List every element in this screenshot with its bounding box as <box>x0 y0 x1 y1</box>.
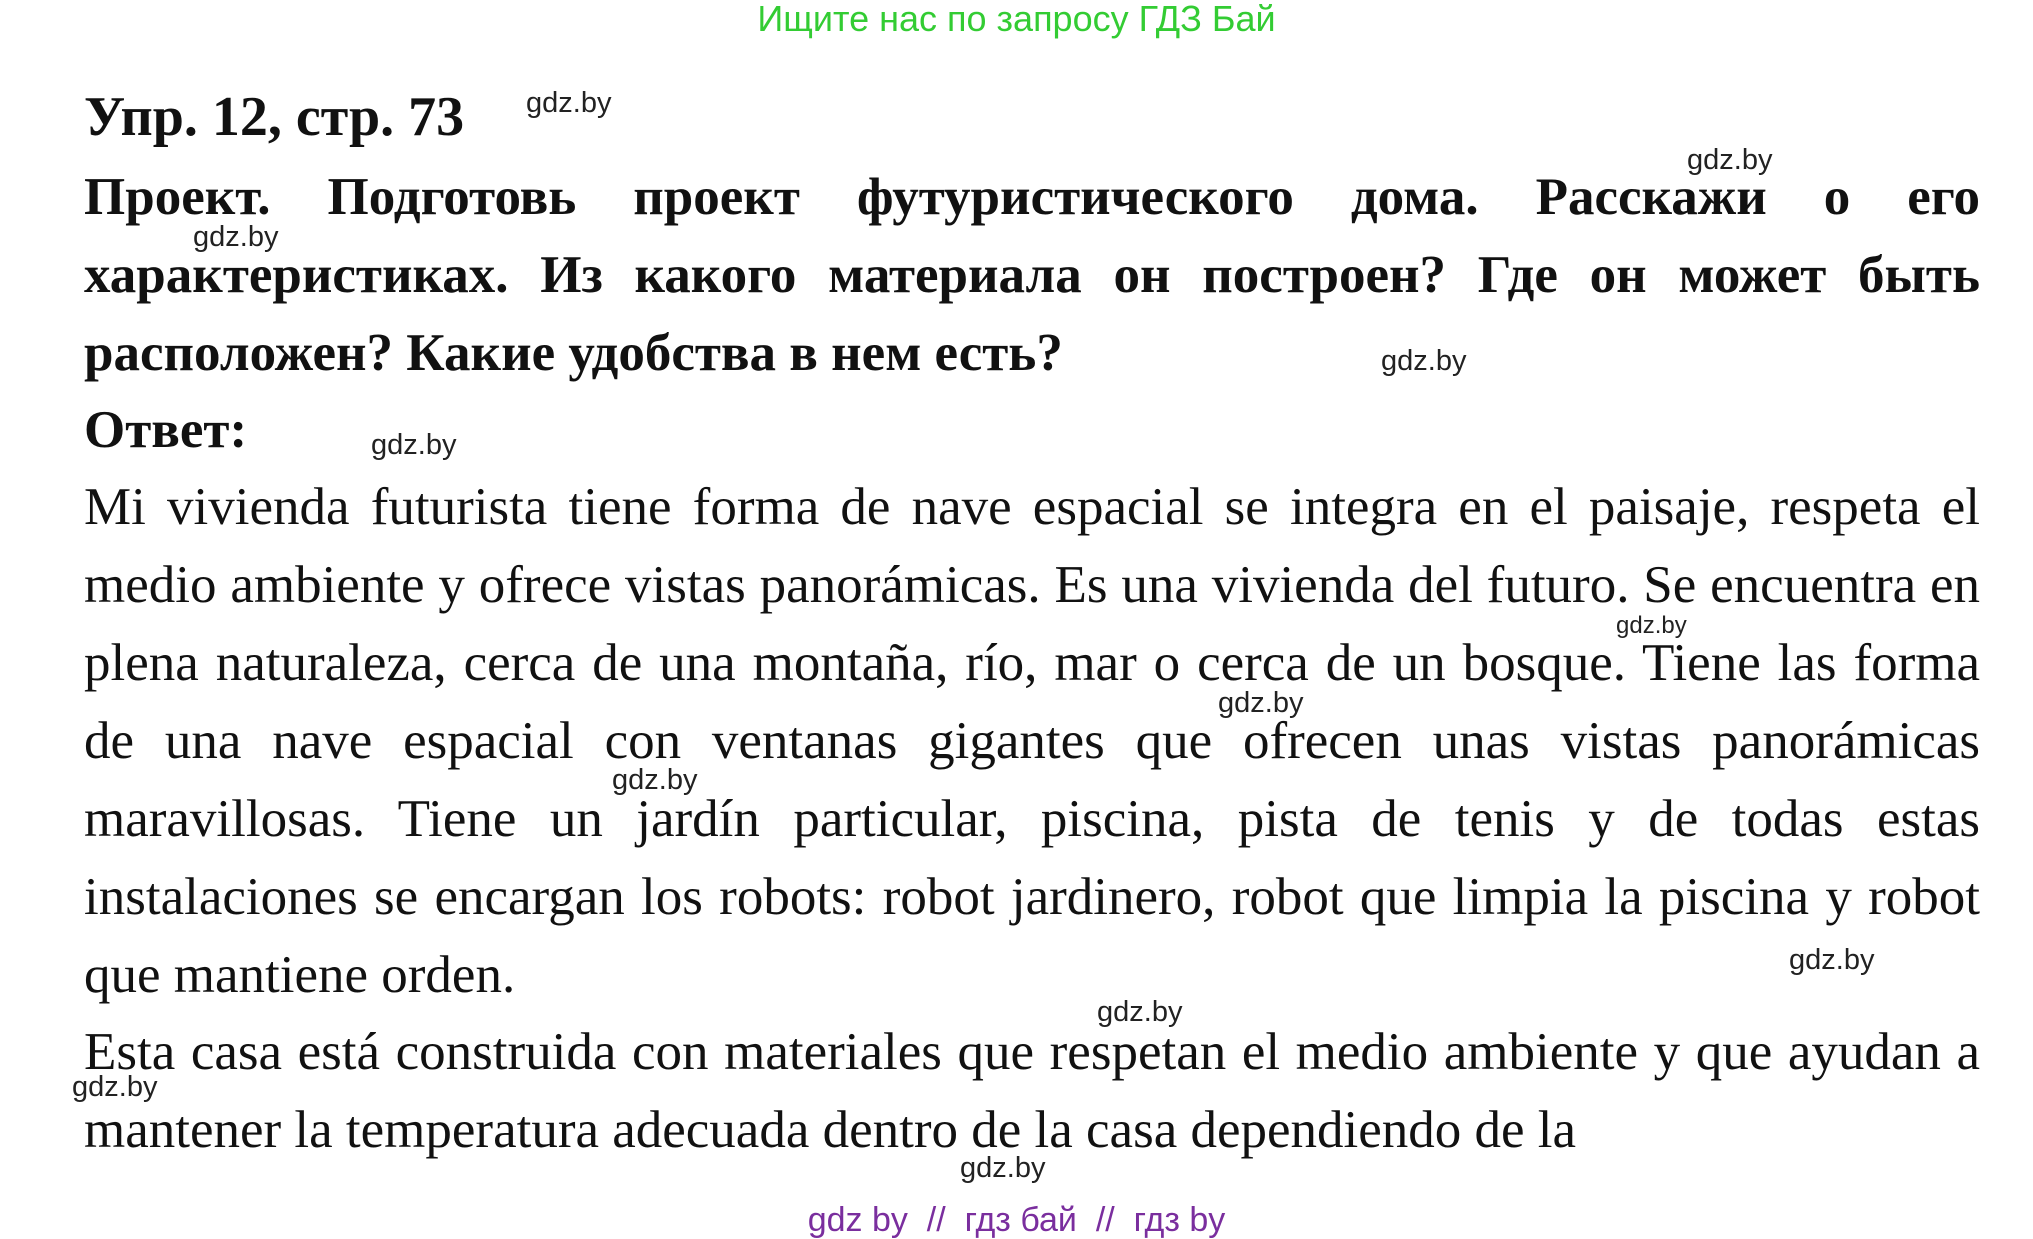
watermark: gdz.by <box>1789 944 1875 976</box>
search-banner: Ищите нас по запросу ГДЗ Бай <box>757 0 1276 39</box>
watermark: gdz.by <box>960 1152 1046 1184</box>
watermark: gdz.by <box>371 429 457 461</box>
watermark: gdz.by <box>72 1071 158 1103</box>
watermark: gdz.by <box>1381 345 1467 377</box>
watermark: gdz.by <box>526 87 612 119</box>
watermark: gdz.by <box>612 764 698 796</box>
watermark: gdz.by <box>193 221 279 253</box>
watermark: gdz.by <box>1616 612 1687 639</box>
answer-label: Ответ: <box>84 401 248 459</box>
watermark: gdz.by <box>1097 996 1183 1028</box>
watermark: gdz.by <box>1218 687 1304 719</box>
task-text: Проект. Подготовь проект футуристического дома. Расскажи о его характеристиках. Из какого материала он построен? Где он может быть расположен? Какие удобства в нем есть? <box>84 168 1980 382</box>
answer-paragraph: Mi vivienda futurista tiene forma de nave espacial se integra en el paisaje, respeta el medio ambiente y ofrece vistas panorámicas. Es una vivienda del futuro. Se encuentra en plena naturaleza, cerca de una montaña, río, mar o cerca de un bosque. Tiene las forma de una nave espacial con ventanas gigantes que ofrecen unas vistas panorámicas maravillosas. Tiene un jardín particular, piscina, pista de tenis y de todas estas instalaciones se encargan los robots: robot jardinero, robot que limpia la piscina y robot que mantiene orden. <box>84 478 1980 1004</box>
watermark: gdz.by <box>1687 144 1773 176</box>
answer-paragraph: Esta casa está construida con materiales que respetan el medio ambiente y que ayudan a mantener la temperatura adecuada dentro de la casa dependiendo de la <box>84 1023 1980 1159</box>
exercise-heading: Упр. 12, стр. 73 <box>84 86 465 148</box>
footer-links: gdz by // гдз бай // гдз by <box>807 1201 1226 1239</box>
